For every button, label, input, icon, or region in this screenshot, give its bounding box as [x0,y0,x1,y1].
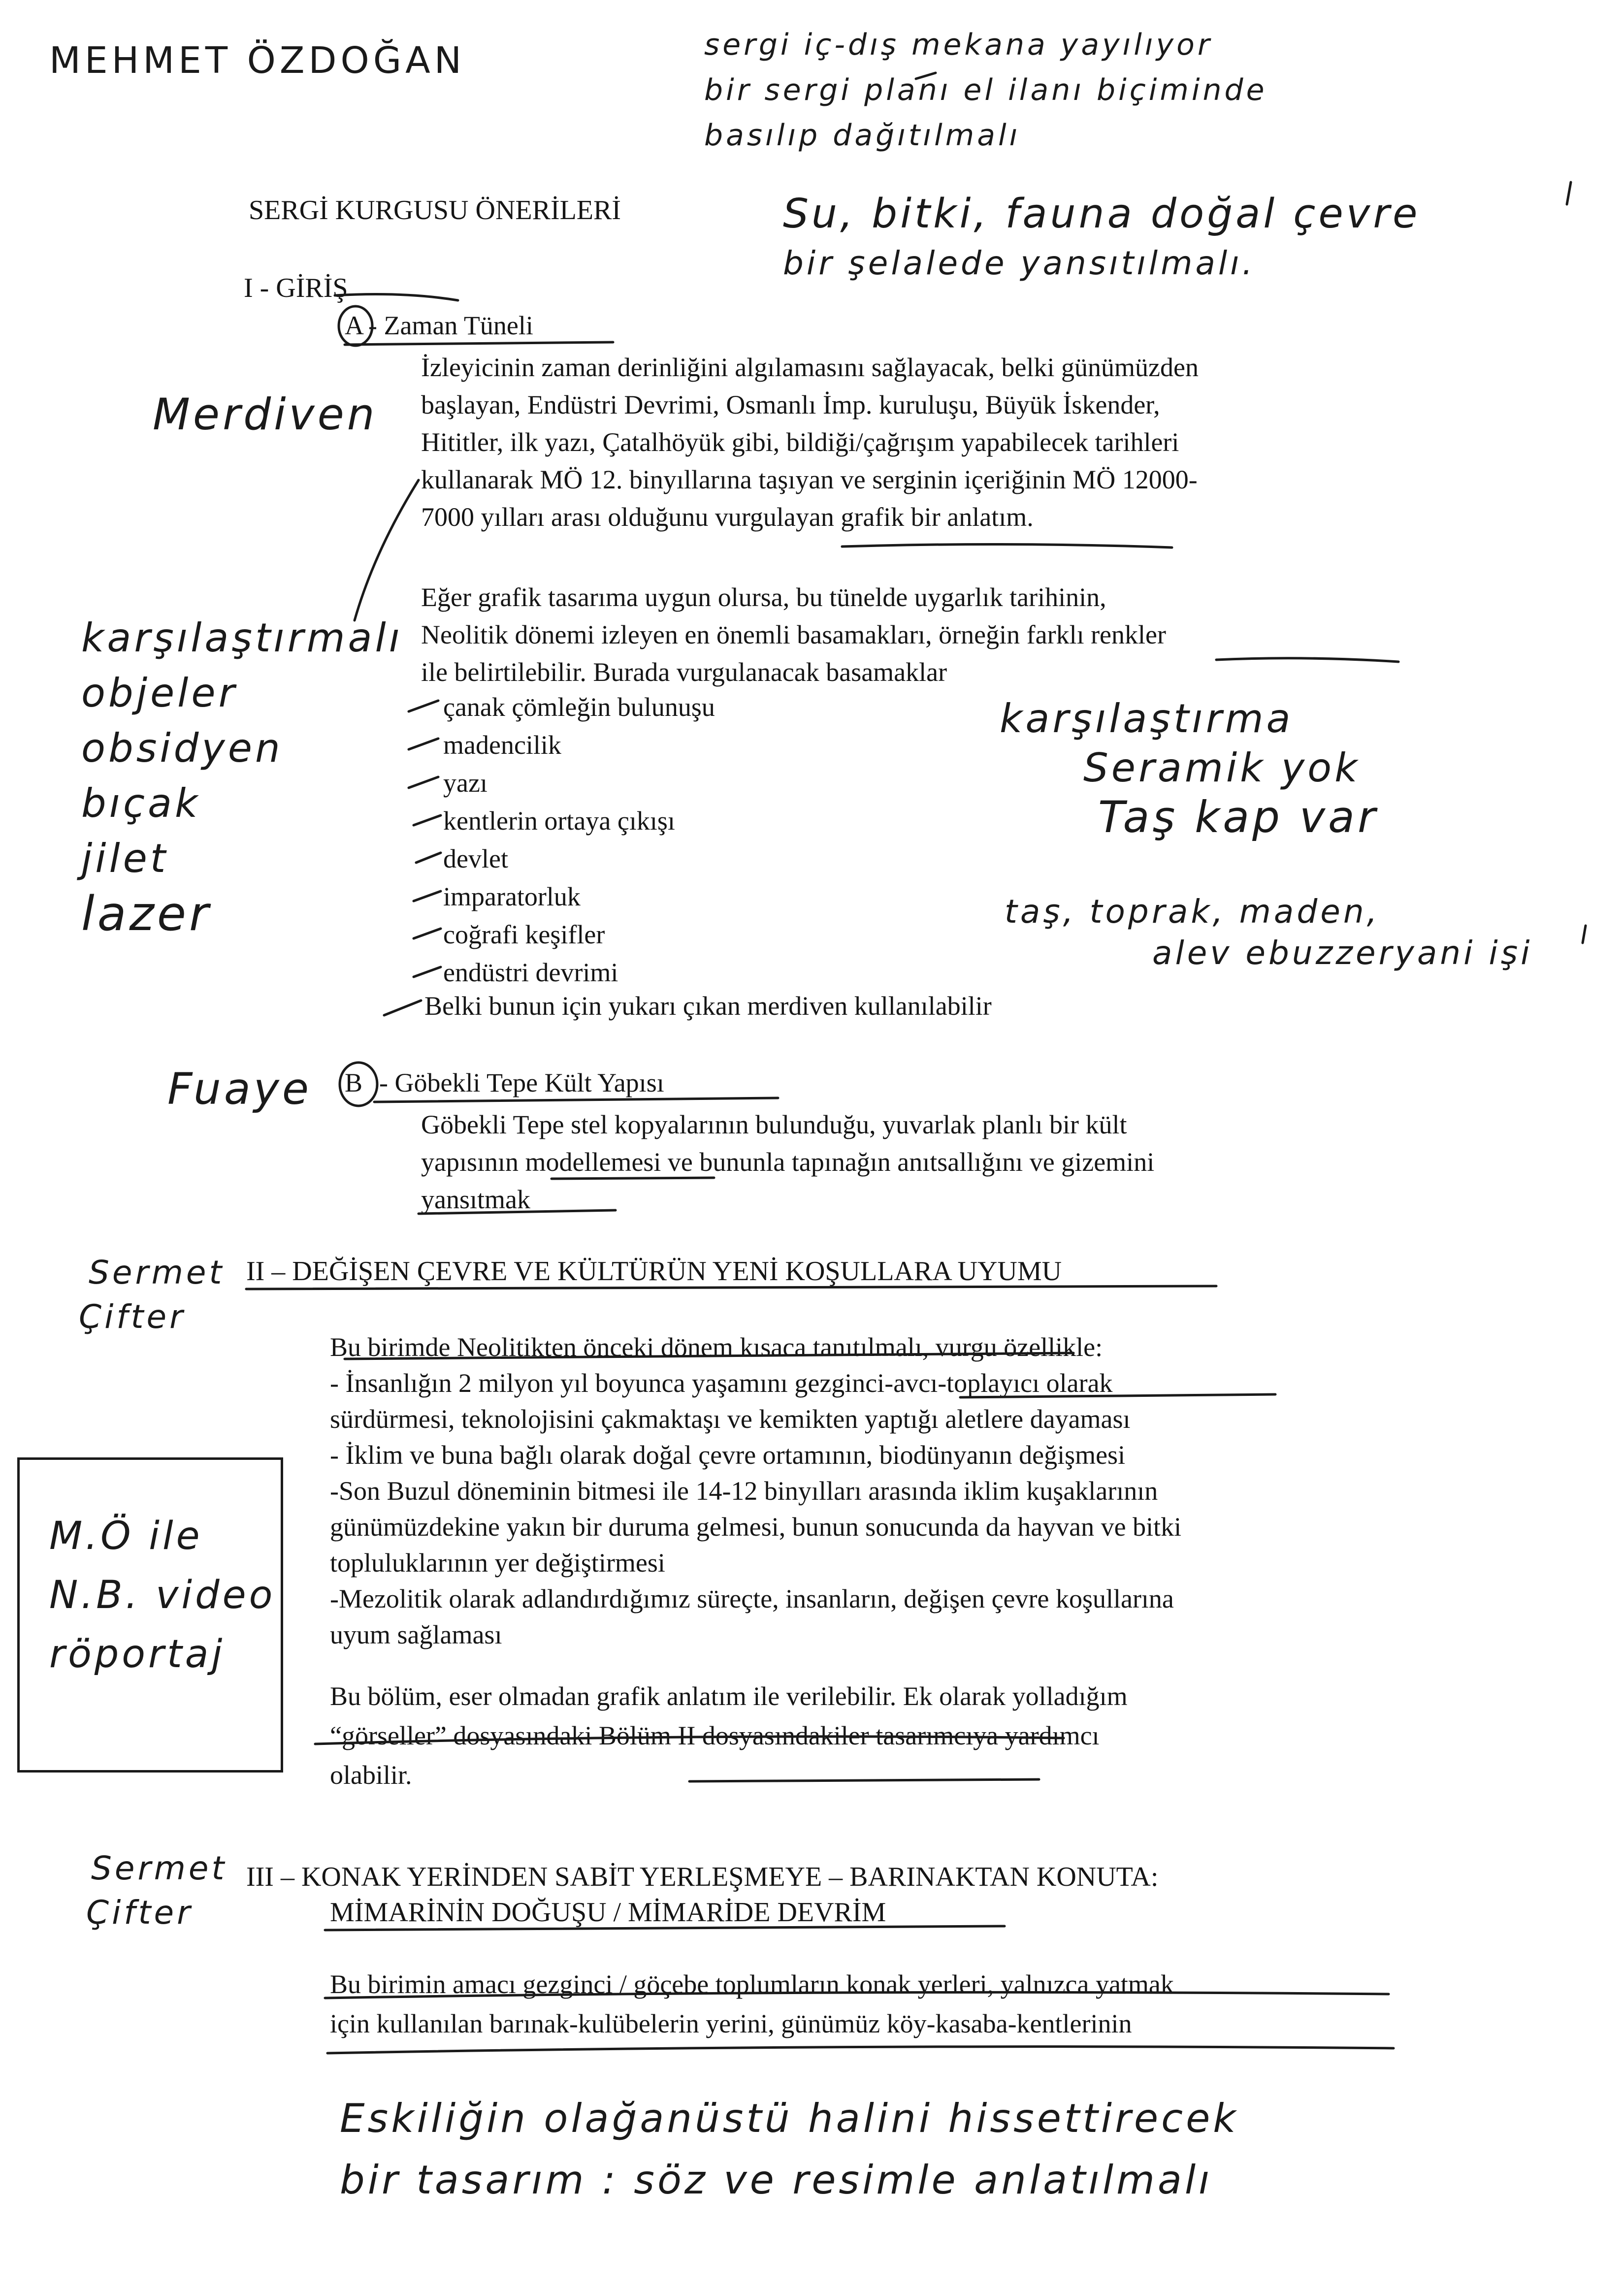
underline-bu-bolum [315,1737,1064,1744]
para-line: ile belirtilebilir. Burada vurgulanacak basamaklar [421,657,947,687]
para-line: -Son Buzul döneminin bitmesi ile 14-12 binyılları arasında iklim kuşaklarının [330,1476,1158,1506]
bottom-note-line: Eskiliğin olağanüstü halini hissettirecek [340,2096,1239,2141]
para-line: günümüzdekine yakın bir duruma gelmesi, bunun sonucunda da hayvan ve bitki [330,1512,1182,1542]
para-line: - İklim ve buna bağlı olarak doğal çevre ortamının, biodünyanın değişmesi [330,1440,1126,1470]
para-line: İzleyicinin zaman derinliğini algılamasını sağlayacak, belki günümüzden [421,353,1199,382]
sermet-line: Sermet [89,1254,225,1291]
para-line: Bu bölüm, eser olmadan grafik anlatım ile verilebilir. Ek olarak yolladığım [330,1681,1128,1711]
section-1-heading: I - GİRİŞ [244,273,348,303]
list-item: yazı [443,768,487,798]
para-line: -Mezolitik olarak adlandırdığımız süreçte, insanların, değişen çevre koşullarına [330,1584,1174,1613]
underline-dosyasindakiler [689,1779,1039,1781]
para-line: sürdürmesi, teknolojisini çakmaktaşı ve kemikten yaptığı aletlere dayaması [330,1404,1131,1434]
underline-bu-birimin [325,1992,1389,1998]
stairs-sentence: Belki bunun için yukarı çıkan merdiven kullanılabilir [424,991,992,1021]
section-3-heading-line-1: III – KONAK YERİNDEN SABİT YERLEŞMEYE – BARINAKTAN KONUTA: [246,1862,1159,1892]
underline-zaman-tuneli [345,342,613,345]
box-note-line: M.Ö ile [49,1514,203,1558]
list-item: imparatorluk [443,882,581,911]
section-b-title: - Göbekli Tepe Kült Yapısı [379,1068,664,1097]
fuaye-note: Fuaye [167,1064,312,1114]
left-objects-line: objeler [81,670,238,716]
sermet-line: Sermet [91,1849,227,1887]
underline-modelleme [552,1178,714,1179]
para-line: Bu birimde Neolitikten önceki dönem kısaca tanıtılmalı, vurgu özellikle: [330,1332,1103,1362]
para-line: Eğer grafik tasarıma uygun olursa, bu tünelde uygarlık tarihinin, [421,582,1106,612]
top-note-line: sergi iç-dış mekana yayılıyor [704,28,1213,62]
right-note-line: Taş kap var [1098,792,1379,842]
para-line: Göbekli Tepe stel kopyalarının bulunduğu, yuvarlak planlı bir kült [421,1110,1127,1139]
checkmark [416,853,441,863]
water-note-line: bir şelalede yansıtılmalı. [783,244,1256,282]
water-note-line: Su, bitki, fauna doğal çevre [783,191,1421,237]
top-note-line: basılıp dağıtılmalı [704,118,1021,153]
materials-line: taş, toprak, maden, [1005,893,1380,931]
section-a-letter: A [345,311,364,340]
underline-section-2 [246,1286,1216,1289]
right-note-line: karşılaştırma [1000,696,1294,742]
list-item: coğrafi keşifler [443,920,605,949]
para-line: - İnsanlığın 2 milyon yıl boyunca yaşamını gezginci-avcı-toplayıcı olarak [330,1368,1113,1398]
arrow-merdiven-line [355,480,419,620]
checkmark [409,777,438,788]
left-objects-line: karşılaştırmalı [81,615,403,661]
para-line: kullanarak MÖ 12. binyıllarına taşıyan ve serginin içeriğinin MÖ 12000- [421,465,1198,494]
materials-line: alev ebuzzeryani işi [1152,934,1533,972]
checkmark [414,967,441,977]
underline-yansitmak [419,1210,616,1214]
underline-giris [335,294,458,300]
checkmark [414,815,441,825]
checkmark [409,739,438,749]
para-line: Neolitik dönemi izleyen en önemli basamakları, örneğin farklı renkler [421,620,1166,649]
checkmark [384,1000,421,1015]
underline-mimarinin [325,1926,1005,1930]
tick-right-margin [1567,182,1571,204]
stroke-sergi [916,73,936,79]
top-note-line: bir sergi planı el ilanı biçiminde [704,73,1267,107]
left-objects-line: bıçak [81,780,201,826]
section-a-title: - Zaman Tüneli [368,311,533,340]
sermet-line: Çifter [86,1894,194,1932]
box-note-line: N.B. video [49,1573,276,1617]
para-line: yapısının modellemesi ve bununla tapınağın anıtsallığını ve gizemini [421,1147,1155,1177]
para-line: Bu birimin amacı gezginci / göçebe toplumların konak yerleri, yalnızca yatmak [330,1969,1174,1999]
list-item: madencilik [443,730,561,760]
checkmark [409,701,438,711]
underline-grafik-anlatim [842,544,1172,548]
left-objects-line: jilet [81,836,169,881]
bottom-note-line: bir tasarım : söz ve resimle anlatılmalı [340,2157,1213,2203]
para-line: uyum sağlaması [330,1620,502,1649]
box-note-line: röportaj [49,1632,226,1676]
left-objects-line: lazer [81,886,212,941]
sermet-line: Çifter [79,1298,186,1336]
right-note-line: Seramik yok [1083,745,1361,791]
para-line: olabilir. [330,1760,412,1790]
section-2-heading: II – DEĞİŞEN ÇEVRE VE KÜLTÜRÜN YENİ KOŞULLARA UYUMU [246,1256,1062,1287]
para-line: Hititler, ilk yazı, Çatalhöyük gibi, bildiği/çağrışım yapabilecek tarihleri [421,427,1179,457]
list-item: çanak çömleğin bulunuşu [443,692,715,722]
underline-gezginci [960,1394,1275,1397]
para-line: 7000 yılları arası olduğunu vurgulayan grafik bir anlatım. [421,502,1034,532]
circle-a-mark [339,306,372,346]
merdiven-note: Merdiven [153,389,378,440]
para-line: topluluklarının yer değiştirmesi [330,1548,665,1578]
section-3-heading-line-2: MİMARİNİN DOĞUŞU / MİMARİDE DEVRİM [330,1897,886,1928]
underline-tanitilmali [345,1353,1073,1359]
underline-farkli-renkler [1216,658,1398,662]
list-item: devlet [443,844,508,873]
author-name: MEHMET ÖZDOĞAN [49,39,466,82]
section-b-letter: B [345,1068,363,1097]
para-line: yansıtmak [421,1185,530,1214]
left-objects-line: obsidyen [81,725,283,771]
underline-kullanilan [327,2047,1394,2053]
underline-gobekli [374,1098,778,1102]
checkmark [414,929,441,938]
list-item: endüstri devrimi [443,958,618,987]
para-line: için kullanılan barınak-kulübelerin yerini, günümüz köy-kasaba-kentlerinin [330,2009,1132,2038]
list-item: kentlerin ortaya çıkışı [443,806,675,836]
page-heading: SERGİ KURGUSU ÖNERİLERİ [249,195,621,226]
para-line: başlayan, Endüstri Devrimi, Osmanlı İmp. kuruluşu, Büyük İskender, [421,390,1160,419]
tick-right-margin [1583,926,1586,943]
checkmark [414,891,441,901]
para-line: “görseller” dosyasındaki Bölüm II dosyasındakiler tasarımcıya yardımcı [330,1721,1100,1750]
circle-b-mark [340,1063,377,1106]
